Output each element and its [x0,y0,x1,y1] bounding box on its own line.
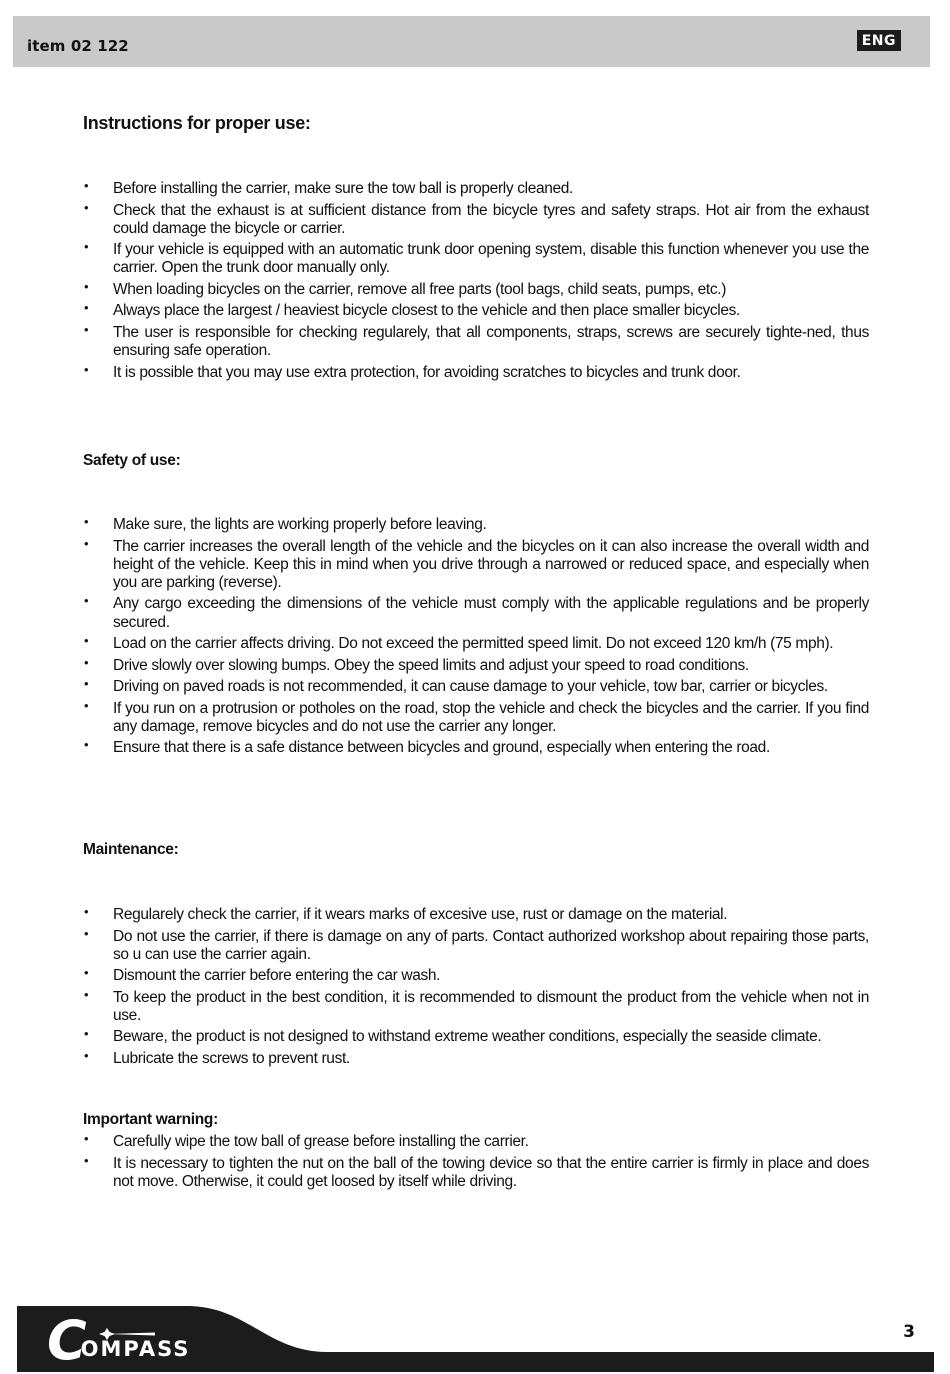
bullet-icon: • [84,633,89,649]
list-item [83,678,869,696]
list-item [83,925,869,964]
list-item-text: If you run on a protrusion or potholes on the road, stop the vehicle and check the bicycles and the carrier. If you find any damage, remove bicycles and do not use the carrier any longer. [113,699,869,735]
bullet-icon: • [84,300,89,316]
page-footer [17,1300,934,1372]
instructions-list [83,180,869,385]
list-item-text: Load on the carrier affects driving. Do not exceed the permitted speed limit. Do not exceed 120 km/h (75 mph). [113,635,834,653]
list-item [83,967,869,985]
list-item [83,739,869,757]
list-item [83,361,869,382]
list-item-text: It is necessary to tighten the nut on the ball of the towing device so that the entire carrier is firmly in place and does not move. Otherwise, it could get loosed by itself while driving. [113,1154,869,1190]
bullet-icon: • [84,321,89,337]
list-item [83,1047,869,1068]
bullet-icon: • [84,1026,89,1042]
list-item-text: Any cargo exceeding the dimensions of the vehicle must comply with the applicable regulations and be properly secured. [113,595,869,631]
list-item [83,986,869,1025]
list-item [83,516,869,534]
list-item-text: Always place the largest / heaviest bicycle closest to the vehicle and then place smaller bicycles. [113,302,741,320]
list-item-text: Carefully wipe the tow ball of grease before installing the carrier. [113,1133,529,1150]
list-item [83,199,869,238]
section-title-maintenance: Maintenance: [83,841,179,858]
warning-list [83,1133,869,1194]
list-item-text: When loading bicycles on the carrier, remove all free parts (tool bags, child seats, pumps, etc.) [113,280,727,298]
list-item-text: Dismount the carrier before entering the car wash. [113,967,441,985]
bullet-icon: • [84,1152,89,1168]
compass-logo [47,1309,196,1372]
maintenance-list [83,906,869,1071]
list-item-text: Drive slowly over slowing bumps. Obey the speed limits and adjust your speed to road conditions. [113,656,749,674]
bullet-icon: • [84,593,89,609]
bullet-icon: • [84,514,89,529]
logo-text-ompass: OMPASS [80,1337,191,1361]
language-badge: ENG [857,30,901,51]
bullet-icon: • [84,361,89,377]
list-item [83,906,869,924]
section-title-warning: Important warning: [83,1111,218,1128]
list-item [83,535,869,593]
list-item-text: The user is responsible for checking regularely, that all components, straps, screws are securely tighte-ned, thus ensuring safe operation. [113,323,869,360]
bullet-icon: • [84,904,89,919]
list-item-text: Do not use the carrier, if there is damage on any of parts. Contact authorized workshop about repairing those parts, so u can use the carrier again. [113,927,869,963]
list-item-text: Driving on paved roads is not recommended, it can cause damage to your vehicle, tow bar, carrier or bicycles. [113,678,828,696]
bullet-icon: • [84,737,89,753]
bullet-icon: • [84,1131,89,1146]
bullet-icon: • [84,676,89,692]
list-item-text: Check that the exhaust is at sufficient distance from the bicycle tyres and safety straps. Hot air from the exhaust could damage the bicycle or carrier. [113,201,869,237]
list-item [83,635,869,653]
list-item [83,321,869,360]
list-item [83,697,869,736]
list-item-text: Beware, the product is not designed to withstand extreme weather conditions, especially the seaside climate. [113,1028,822,1046]
list-item [83,1133,869,1151]
list-item-text: If your vehicle is equipped with an automatic trunk door opening system, disable this function whenever you use the carrier. Open the trunk door manually only. [113,241,869,277]
bullet-icon: • [84,1047,89,1063]
page-number: 3 [903,1322,915,1342]
list-item [83,180,869,198]
bullet-icon: • [84,535,89,551]
list-item-text: Ensure that there is a safe distance between bicycles and ground, especially when entering the road. [113,739,770,757]
list-item [83,595,869,631]
list-item-text: Regularely check the carrier, if it wears marks of excesive use, rust or damage on the material. [113,906,728,923]
bullet-icon: • [84,925,89,941]
list-item [83,654,869,675]
list-item-text: It is possible that you may use extra protection, for avoiding scratches to bicycles and trunk door. [113,363,741,381]
logo-letter-c: C [47,1309,87,1372]
section-title-safety: Safety of use: [83,452,181,469]
list-item [83,278,869,299]
bullet-icon: • [84,654,89,670]
bullet-icon: • [84,278,89,294]
bullet-icon: • [84,239,89,255]
item-number: item 02 122 [27,37,129,55]
bullet-icon: • [84,697,89,713]
list-item [83,1152,869,1191]
list-item-text: Make sure, the lights are working properly before leaving. [113,516,487,533]
bullet-icon: • [84,965,89,981]
bullet-icon: • [84,199,89,215]
list-item [83,1028,869,1046]
page-header [13,16,930,67]
list-item [83,241,869,277]
section-title-instructions: Instructions for proper use: [83,113,311,133]
list-item-text: The carrier increases the overall length of the vehicle and the bicycles on it can also increase the overall width and height of the vehicle. Keep this in mind when you drive through a narrowed or reduced space, and especially when you are parking (reverse). [113,537,869,591]
bullet-icon: • [84,178,89,193]
bullet-icon: • [84,986,89,1002]
list-item-text: Lubricate the screws to prevent rust. [113,1049,350,1067]
list-item [83,302,869,320]
safety-list [83,516,869,761]
list-item-text: Before installing the carrier, make sure the tow ball is properly cleaned. [113,180,574,197]
list-item-text: To keep the product in the best condition, it is recommended to dismount the product from the vehicle when not in use. [113,988,869,1024]
